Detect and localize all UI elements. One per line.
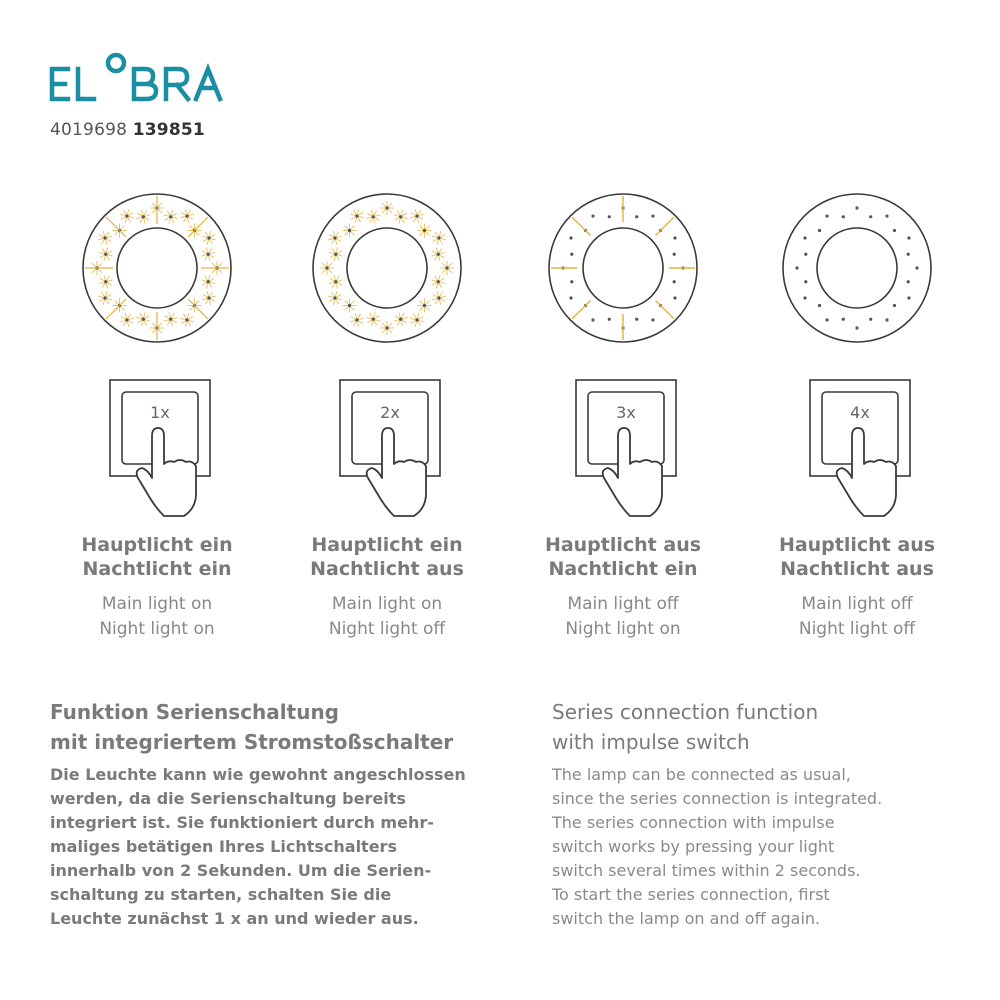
article-code: 139851 <box>132 120 205 140</box>
german-state-label <box>742 533 972 581</box>
led-dot <box>651 214 654 217</box>
led-dot <box>818 229 821 232</box>
english-description <box>552 697 972 931</box>
press-count: 2x <box>380 403 400 422</box>
body-line: schaltung zu starten, schalten Sie die <box>50 885 392 904</box>
led-dot <box>103 296 106 299</box>
night-light-state-en: Night light on <box>99 619 215 639</box>
light-switch-hand-icon <box>332 376 442 526</box>
lamp-diagram <box>779 190 935 346</box>
body-line: since the series connection is integrated. <box>552 789 883 808</box>
led-dot <box>825 214 828 217</box>
led-dot <box>385 206 388 209</box>
led-dot <box>372 215 375 218</box>
led-dot <box>915 266 918 269</box>
title-line: Series connection function <box>552 700 819 724</box>
main-light-state-en: Main light off <box>567 594 679 614</box>
led-dot <box>372 318 375 321</box>
led-dot <box>570 280 573 283</box>
title-line: Funktion Serienschaltung <box>50 700 339 724</box>
title-line: mit integriertem Stromstoßschalter <box>50 730 454 754</box>
lamp-inner-ring <box>583 228 663 308</box>
led-dot <box>399 215 402 218</box>
article-prefix: 4019698 <box>50 120 128 140</box>
english-state-label <box>742 592 972 642</box>
english-state-label <box>272 592 502 642</box>
led-dot <box>185 214 188 217</box>
german-description <box>50 697 510 931</box>
led-dot <box>804 253 807 256</box>
led-dot <box>842 318 845 321</box>
article-number <box>50 120 205 140</box>
light-switch-hand-icon <box>802 376 912 526</box>
body-line: The lamp can be connected as usual, <box>552 765 851 784</box>
led-dot <box>169 318 172 321</box>
led-dot <box>415 214 418 217</box>
led-dot <box>869 215 872 218</box>
led-dot <box>869 318 872 321</box>
german-title <box>50 697 510 757</box>
led-dot <box>569 236 572 239</box>
press-count: 4x <box>850 403 870 422</box>
led-dot <box>437 296 440 299</box>
night-light-state-en: Night light off <box>328 619 446 639</box>
english-state-label <box>508 592 738 642</box>
english-title <box>552 697 972 757</box>
led-dot <box>334 280 337 283</box>
main-light-state-de: Hauptlicht ein <box>81 534 233 556</box>
light-switch-hand-icon <box>568 376 678 526</box>
led-dot <box>907 236 910 239</box>
german-state-label <box>42 533 272 581</box>
body-line: To start the series connection, first <box>552 885 830 904</box>
body-line: integriert ist. Sie funktioniert durch mehr- <box>50 813 434 832</box>
led-dot <box>355 214 358 217</box>
led-dot <box>185 318 188 321</box>
led-dot <box>125 318 128 321</box>
lamp-inner-ring <box>817 228 897 308</box>
led-dot <box>437 280 440 283</box>
lamp-inner-ring <box>117 228 197 308</box>
led-dot <box>673 296 676 299</box>
led-dot <box>673 280 676 283</box>
led-dot <box>885 318 888 321</box>
lamp-diagram <box>545 190 701 346</box>
led-dot <box>825 318 828 321</box>
led-dot <box>651 318 654 321</box>
body-line: switch several times within 2 seconds. <box>552 861 861 880</box>
led-dot <box>437 253 440 256</box>
led-dot <box>893 229 896 232</box>
german-state-label <box>272 533 502 581</box>
led-dot <box>325 266 328 269</box>
led-dot <box>569 296 572 299</box>
led-dot <box>673 236 676 239</box>
body-line: Die Leuchte kann wie gewohnt angeschlossen <box>50 765 466 784</box>
press-count: 3x <box>616 403 636 422</box>
led-dot <box>142 215 145 218</box>
led-dot <box>399 318 402 321</box>
body-line: maliges betätigen Ihres Lichtschalters <box>50 837 397 856</box>
led-dot <box>591 214 594 217</box>
press-count: 1x <box>150 403 170 422</box>
english-body <box>552 763 972 931</box>
led-dot <box>333 296 336 299</box>
led-dot <box>445 266 448 269</box>
night-light-state-de: Nachtlicht ein <box>548 558 698 580</box>
night-light-state-de: Nachtlicht aus <box>780 558 934 580</box>
led-dot <box>125 214 128 217</box>
led-dot <box>803 236 806 239</box>
german-state-label <box>508 533 738 581</box>
led-dot <box>842 215 845 218</box>
body-line: werden, da die Serienschaltung bereits <box>50 789 406 808</box>
led-dot <box>608 318 611 321</box>
night-light-state-de: Nachtlicht aus <box>310 558 464 580</box>
led-dot <box>608 215 611 218</box>
led-dot <box>591 318 594 321</box>
led-dot <box>169 215 172 218</box>
led-dot <box>385 326 388 329</box>
main-light-state-de: Hauptlicht aus <box>778 534 936 556</box>
led-dot <box>423 229 426 232</box>
body-line: switch the lamp on and off again. <box>552 909 821 928</box>
led-dot <box>893 304 896 307</box>
led-dot <box>348 304 351 307</box>
led-dot <box>207 280 210 283</box>
body-line: innerhalb von 2 Sekunden. Um die Serien- <box>50 861 432 880</box>
led-dot <box>855 206 858 209</box>
night-light-state-en: Night light on <box>565 619 681 639</box>
led-dot <box>348 229 351 232</box>
led-dot <box>415 318 418 321</box>
light-switch-hand-icon <box>102 376 212 526</box>
led-dot <box>423 304 426 307</box>
night-light-state-de: Nachtlicht ein <box>82 558 232 580</box>
german-body <box>50 763 510 931</box>
elobra-logo <box>48 52 248 108</box>
led-dot <box>207 296 210 299</box>
led-dot <box>207 236 210 239</box>
body-line: The series connection with impulse <box>552 813 835 832</box>
led-dot <box>855 326 858 329</box>
led-dot <box>103 236 106 239</box>
led-dot <box>804 280 807 283</box>
led-dot <box>104 253 107 256</box>
led-dot <box>673 253 676 256</box>
led-dot <box>818 304 821 307</box>
led-dot <box>142 318 145 321</box>
led-dot <box>795 266 798 269</box>
led-dot <box>207 253 210 256</box>
led-dot <box>334 253 337 256</box>
led-dot <box>803 296 806 299</box>
led-dot <box>635 318 638 321</box>
lamp-diagram <box>79 190 235 346</box>
lamp-diagram <box>309 190 465 346</box>
led-dot <box>885 214 888 217</box>
main-light-state-en: Main light on <box>101 594 213 614</box>
led-dot <box>104 280 107 283</box>
night-light-state-en: Night light off <box>798 619 916 639</box>
led-dot <box>437 236 440 239</box>
led-dot <box>333 236 336 239</box>
led-dot <box>907 253 910 256</box>
main-light-state-de: Hauptlicht aus <box>544 534 702 556</box>
body-line: Leuchte zunächst 1 x an und wieder aus. <box>50 909 419 928</box>
title-line: with impulse switch <box>552 730 750 754</box>
led-dot <box>907 280 910 283</box>
body-line: switch works by pressing your light <box>552 837 835 856</box>
main-light-state-de: Hauptlicht ein <box>311 534 463 556</box>
main-light-state-en: Main light off <box>801 594 913 614</box>
led-dot <box>635 215 638 218</box>
main-light-state-en: Main light on <box>331 594 443 614</box>
led-dot <box>570 253 573 256</box>
led-dot <box>355 318 358 321</box>
led-dot <box>907 296 910 299</box>
english-state-label <box>42 592 272 642</box>
lamp-inner-ring <box>347 228 427 308</box>
